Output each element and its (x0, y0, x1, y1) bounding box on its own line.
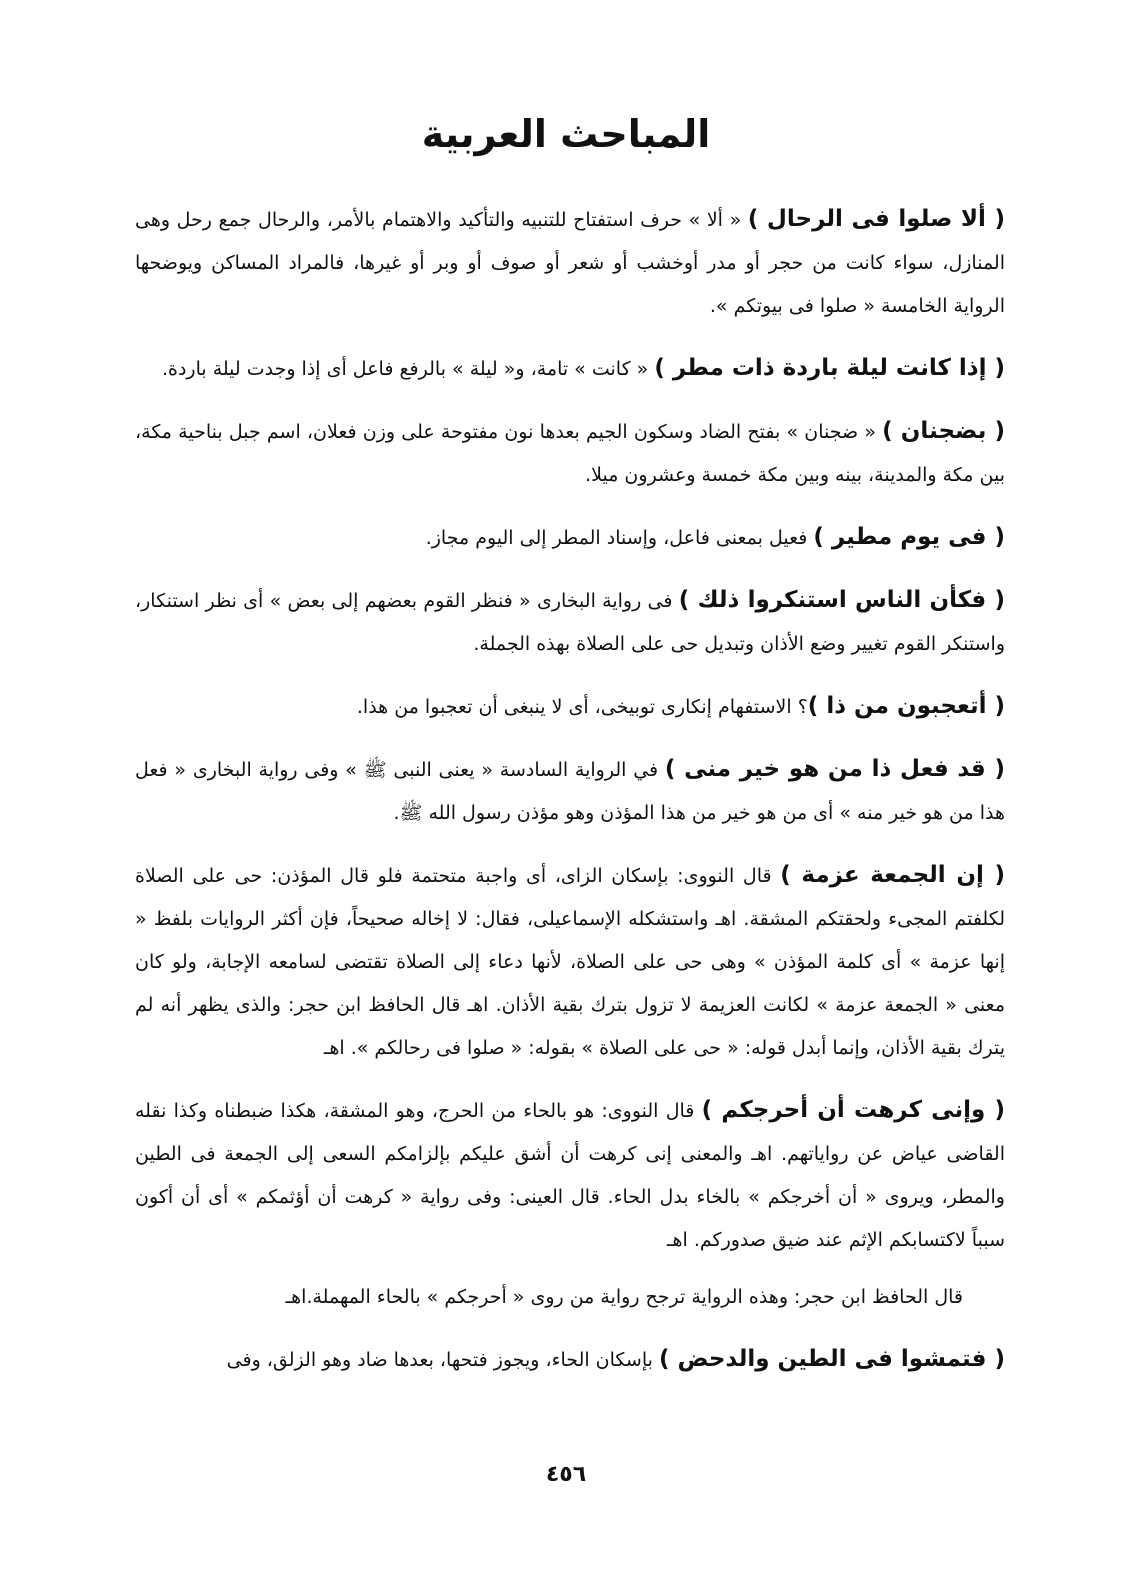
paragraph-text: فى رواية البخارى « فنظر القوم بعضهم إلى بعض » أى نظر استنكار، واستنكر القوم تغيير وضع الأذان وتبديل حى على الصلاة بهذه الجملة. (135, 590, 1005, 655)
paragraph-heading: ( إذا كانت ليلة باردة ذات مطر ) (654, 355, 1005, 381)
paragraph-heading: ( فى يوم مطير ) (813, 524, 1005, 550)
paragraph-heading: ( ألا صلوا فى الرحال ) (747, 206, 1005, 232)
paragraph-text: « ضجنان » بفتح الضاد وسكون الجيم بعدها نون مفتوحة على وزن فعلان، اسم جبل بناحية مكة، بين مكة والمدينة، بينه وبين مكة خمسة وعشرون ميلا. (135, 421, 1005, 486)
paragraph-uhrijakum (135, 1089, 1005, 1262)
paragraph-heading: ( أتعجبون من ذا ) (807, 693, 1005, 719)
body-text (135, 198, 1005, 1401)
paragraph-text: بإسكان الحاء، ويجوز فتحها، بعدها ضاد وهو الزلق، وفى (226, 1349, 659, 1371)
paragraph-text: قال الحافظ ابن حجر: وهذه الرواية ترجح رواية من روى « أحرجكم » بالحاء المهملة.اهـ (285, 1286, 963, 1308)
paragraph-jumua-azma (135, 854, 1005, 1070)
page-number: ٤٥٦ (545, 1462, 587, 1487)
paragraph-yawm-matir (135, 516, 1005, 560)
page-title: المباحث العربية (421, 112, 711, 156)
paragraph-heading: ( إن الجمعة عزمة ) (780, 862, 1005, 888)
paragraph-heading: ( فكأن الناس استنكروا ذلك ) (678, 587, 1005, 613)
paragraph-text: ؟ الاستفهام إنكارى توبيخى، أى لا ينبغى أن تعجبوا من هذا. (356, 696, 808, 718)
paragraph-text: « ألا » حرف استفتاح للتنبيه والتأكيد والاهتمام بالأمر، والرحال جمع رحل وهى المنازل، سواء كانت من حجر أو مدر أوخشب أو شعر أو صوف أو وبر أو غيرها، فالمراد المساكن ويوضحها الرواية الخامسة « صلوا فى بيوتكم ». (135, 209, 1005, 317)
paragraph-istankaru (135, 579, 1005, 666)
paragraph-text: « كانت » تامة، و« ليلة » بالرفع فاعل أى إذا وجدت ليلة باردة. (161, 358, 655, 380)
paragraph-text: قال النووى: بإسكان الزاى، أى واجبة متحتمة فلو قال المؤذن: حى على الصلاة لكلفتم المجىء ولحقتكم المشقة. اهـ واستشكله الإسماعيلى، فقال: لا إخاله صحيحاً، فإن أكثر الروايات بلفظ « إنها عزمة » أى كلمة المؤذن » وهى حى على الصلاة، لأنها دعاء إلى الصلاة تقتضى لسامعه الإجابة، ولو كان معنى « الجمعة عزمة » لكانت العزيمة لا تزول بترك بقية الأذان. اهـ قال الحافظ ابن حجر: والذى يظهر أنه لم يترك بقية الأذان، وإنما أبدل قوله: « حى على الصلاة » بقوله: « صلوا فى رحالكم ». اهـ (135, 865, 1005, 1059)
paragraph-text: قال النووى: هو بالحاء من الحرج، وهو المشقة، هكذا ضبطناه وكذا نقله القاضى عياض عن رواياتهم. اهـ والمعنى إنى كرهت أن أشق عليكم بإلزامكم السعى إلى الجمعة فى الطين والمطر، ويروى « أن أخرجكم » بالخاء بدل الحاء. قال العينى: وفى رواية « كرهت أن أؤثمكم » أى أن أكون سبباً لاكتسابكم الإثم عند ضيق صدوركم. اهـ (135, 1100, 1005, 1251)
paragraph-alla-sallu (135, 198, 1005, 328)
paragraph-idha-kanat (135, 347, 1005, 391)
paragraph-text: في الرواية السادسة « يعنى النبى ﷺ » وفى رواية البخارى « فعل هذا من هو خير منه » أى من هو خير من هذا المؤذن وهو مؤذن رسول الله ﷺ. (135, 759, 1005, 824)
paragraph-text: فعيل بمعنى فاعل، وإسناد المطر إلى اليوم مجاز. (425, 527, 814, 549)
paragraph-heading: ( فتمشوا فى الطين والدحض ) (658, 1346, 1005, 1372)
paragraph-heading: ( قد فعل ذا من هو خير منى ) (664, 756, 1005, 782)
paragraph-ataajabun (135, 685, 1005, 729)
paragraph-tamshaw (135, 1338, 1005, 1382)
paragraph-heading: ( وإنى كرهت أن أحرجكم ) (701, 1097, 1005, 1123)
paragraph-heading: ( بضجنان ) (882, 418, 1005, 444)
paragraph-qad-faala (135, 748, 1005, 835)
paragraph-dajnan (135, 410, 1005, 497)
paragraph-ibn-hajar-note (135, 1275, 1005, 1319)
